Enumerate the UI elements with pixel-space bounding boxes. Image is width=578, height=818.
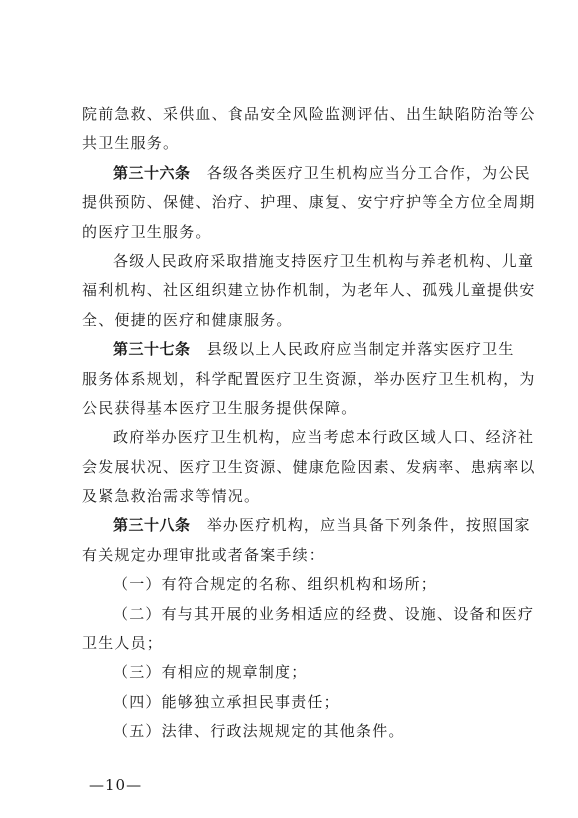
list-item: （三）有相应的规章制度； [113,663,308,682]
article-37-heading: 第三十七条 [113,340,191,359]
document-body [82,100,536,747]
text-line: 的医疗卫生服务。 [82,222,212,241]
text-line: 院前急救、采供血、食品安全风险监测评估、出生缺陷防治等公 [82,105,536,123]
article-38-text: 举办医疗机构，应当具备下列条件，按照国家 [190,516,531,535]
list-item: （一）有符合规定的名称、组织机构和场所； [113,575,438,594]
text-line: 卫生人员； [82,634,164,653]
article-36-text: 各级各类医疗卫生机构应当分工合作，为公民 [190,163,531,182]
text-line: 各级人民政府采取措施支持医疗卫生机构与养老机构、儿童 [113,251,535,270]
article-37-text: 县级以上人民政府应当制定并落实医疗卫生 [190,340,515,359]
text-line: 有关规定办理审批或者备案手续： [82,545,326,564]
text-line: 服务体系规划，科学配置医疗卫生资源，举办医疗卫生机构，为 [82,369,536,388]
text-line: 政府举办医疗卫生机构，应当考虑本行政区域人口、经济社 [113,428,535,447]
list-item: （五）法律、行政法规规定的其他条件。 [113,722,405,741]
article-38-line [82,511,531,540]
text-line: 全、便捷的医疗和健康服务。 [82,310,293,329]
article-37-line [82,335,514,364]
text-line: 及紧急救治需求等情况。 [82,487,261,506]
text-line: 提供预防、保健、治疗、护理、康复、安宁疗护等全方位全周期 [82,193,536,212]
article-38-heading: 第三十八条 [113,516,191,535]
page-number: —10— [89,776,143,794]
list-item: （二）有与其开展的业务相适应的经费、设施、设备和医疗 [113,604,535,623]
text-line: 公民获得基本医疗卫生服务提供保障。 [82,398,358,417]
text-line: 会发展状况、医疗卫生资源、健康危险因素、发病率、患病率以 [82,457,536,476]
article-36-line [82,159,531,188]
text-line: 福利机构、社区组织建立协作机制，为老年人、孤残儿童提供安 [82,281,536,300]
list-item: （四）能够独立承担民事责任； [113,692,340,711]
text-line: 共卫生服务。 [82,134,180,153]
article-36-heading: 第三十六条 [113,163,191,182]
